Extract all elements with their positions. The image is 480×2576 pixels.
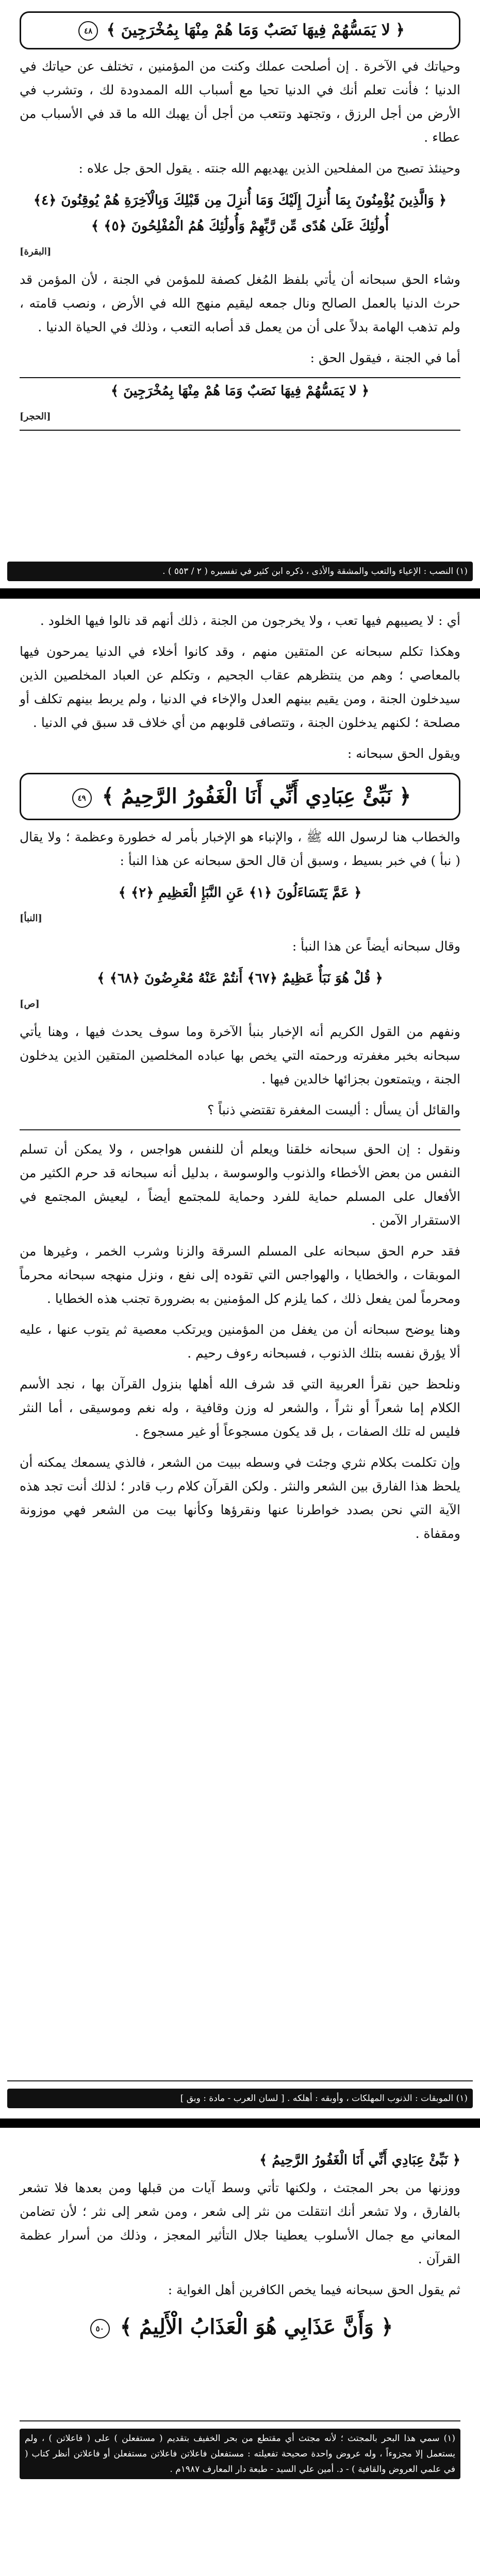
- page-3-quran-verse-line: ﴿ نَبِّئْ عِبَادِي أَنِّي أَنَا الْغَفُورُ الرَّحِيمُ ﴾: [259, 2153, 460, 2168]
- page-3-paragraph-1: ووزنها من بحر المجتث ، ولكنها تأتي وسط آيات من قبلها ومن بعدها فلا تشعر بالفارق ، ولا تشعر أنك انتقلت من نثر إلى شعر ، ومن شعر إلى نثر ؛ لأن تضامن المعاني مع جمال الأسلوب يعطينا جلال التأثير المعجز ، وذلك من أسرار عظمة القرآن .: [20, 2180, 460, 2266]
- surah-reference: [الحجر]: [20, 411, 51, 422]
- page-separator: [0, 2119, 480, 2128]
- page-1-paragraph-1: وحياتك في الآخرة . إن أصلحت عملك وكنت من المؤمنين ، تختلف عن حياتك في الدنيا ؛ فأنت تعلم أنك في الدنيا تحيا مع أسباب الله الممدودة لك ، وتشرب في الأرض من أجل الرزق ، وتجتهد وتتعب من أجل أن يهبك الله ما قد في الأسباب من عطاء .: [20, 59, 460, 145]
- footnote-rule: [20, 2420, 460, 2421]
- page-1: [0, 0, 480, 588]
- page-1-paragraph-4: أما في الجنة ، فيقول الحق :: [310, 350, 460, 365]
- page-2-paragraph-2: وهكذا تكلم سبحانه عن المتقين منهم ، وقد كانوا أخلاء في الدنيا يمرحون فيها بالمعاصي ؛ وهم من ينتظرهم عقاب الجحيم ، وتكلم عن العباد المخلصين الذين سيدخلون الجنة ، ومن يقيم بينهم العدل والإخاء في الدنيا ، ولم يربط بينهم تكلف أو مصلحة ؛ لكنهم يدخلون الجنة ، وتتصافى قلوبهم من أي خلاف قد سبق في الدنيا .: [20, 644, 460, 730]
- verse-text: ﴿ نَبِّئْ عِبَادِي أَنِّي أَنَا الْغَفُورُ الرَّحِيمُ ﴾: [102, 784, 411, 808]
- page-2-paragraph-6: ونفهم من القول الكريم أنه الإخبار بنبأ الآخرة وما سوف يحدث فيها ، وهنا يأتي سبحانه بخبر مغفرته ورحمته التي يخص بها عباده المخلصين المتقين الذين يدخلون الجنة ، ويتمتعون بجزائها خالدين فيها .: [20, 1024, 460, 1087]
- page-2-paragraph-8: ونقول : إن الحق سبحانه خلقنا ويعلم أن للنفس هواجس ، ولا يمكن أن تسلم النفس من بعض الأخطاء والذنوب والوسوسة ، بدليل أنه سبحانه قد حرم الكثير من الأفعال على المسلم حماية للفرد وحماية للمجتمع أيضاً ، ليعيش المجتمع في الاستقرار الآمن .: [20, 1142, 460, 1228]
- page-2: [0, 599, 480, 2119]
- page-3-quran-verse-calligraphy: [20, 2309, 460, 2345]
- page-2-paragraph-10: وهنا يوضح سبحانه أن من يغفل من المؤمنين ويرتكب معصية ثم يتوب عنها ، عليه ألا يؤرق نفسه بتلك الذنوب ، فسبحانه رءوف رحيم .: [20, 1322, 460, 1361]
- page-1-quran-verse-1: [20, 188, 460, 265]
- ayah-number-ornament-icon: ٤٩: [72, 788, 92, 808]
- page-1-paragraph-3: وشاء الحق سبحانه أن يأتي بلفظ المُغل كصفة للمؤمن في الجنة ، لأن المؤمن قد حرث الدنيا بالعمل الصالح ونال جمعه ليقيم منهج الله في الأرض ، ونصب قامته ، ولم تذهب الهامة بدلاً على أن من يعمل قد أصابه التعب ، وذلك في الحياة الدنيا .: [20, 272, 460, 334]
- page-1-paragraph-2: وحينئذ تصبح من المفلحين الذين يهديهم الله جنته . يقول الحق جل علاه :: [78, 161, 460, 176]
- page-2-paragraph-11: ونلحظ حين نقرأ العربية التي قد شرف الله أهلها بنزول القرآن بها ، نجد الأسم الكلام إما شعراً أو نثراً ، والشعر له وزن وقافية ، وله نغم وموسيقى ، أما النثر فليس له تلك الصفات ، بل قد يكون مسجوعاً أو غير مسجوع .: [20, 1377, 460, 1439]
- page-1-footnote-bar: [7, 562, 473, 581]
- surah-reference: [ص]: [20, 998, 40, 1009]
- header-verse-text: ﴿ لا يَمَسُّهُمْ فِيهَا نَصَبٌ وَمَا هُمْ مِنْهَا بِمُخْرَجِينَ ﴾: [106, 21, 405, 39]
- section-divider: [20, 1129, 460, 1130]
- verse-text: ﴿ عَمَّ يَتَسَاءَلُونَ ﴿١﴾ عَنِ النَّبَإِ الْعَظِيمِ ﴿٢﴾ ﴾: [118, 885, 362, 901]
- page-2-footnote: (١) الموبقات : الذنوب المهلكات ، وأوبقه : أهلكه . [ لسان العرب - مادة : وبق ]: [7, 2089, 473, 2108]
- page-1-header-verse: [20, 11, 460, 49]
- page-3-paragraph-2: ثم يقول الحق سبحانه فيما يخص الكافرين أهل الغواية :: [168, 2282, 460, 2297]
- page-2-quran-verse-frame: [20, 773, 460, 820]
- surah-reference: [البقرة]: [20, 246, 52, 257]
- verse-text: ﴿ قُلْ هُوَ نَبَأٌ عَظِيمٌ ﴿٦٧﴾ أَنتُمْ عَنْهُ مُعْرِضُونَ ﴿٦٨﴾ ﴾: [97, 971, 383, 986]
- page-2-footnote-bar: [7, 2073, 473, 2108]
- ayah-number-ornament-icon: ٥٠: [90, 2319, 110, 2338]
- footnote-rule: [7, 2080, 473, 2081]
- page-3-footnote: (١) سمي هذا البحر بالمجتث ؛ لأنه مجتث أي مقتطع من بحر الخفيف بتقديم ( مستفعلن ) على ( فاعلاتن ) ، ولم يستعمل إلا مجزوءاً ، وله عروض واحدة صحيحة تفعيلته : مستفعلن فاعلاتن فاعلاتن مستفعلن أو فاعلاتن أنظر كتاب ( في علمي العروض والقافية ) - د. أمين علي السيد - طبعة دار المعارف ١٩٨٧م .: [20, 2429, 460, 2479]
- verse-text: ﴿ لا يَمَسُّهُمْ فِيهَا نَصَبٌ وَمَا هُمْ مِنْهَا بِمُخْرَجِينَ ﴾: [110, 383, 370, 399]
- page-2-paragraph-4: والخطاب هنا لرسول الله ﷺ ، والإنباء هو الإخبار بأمر له خطورة وعظمة ؛ ولا يقال ( نبأ ) في خبر بسيط ، وسبق أن قال الحق سبحانه عن هذا النبأ :: [20, 829, 460, 868]
- page-2-quran-verse-3: [20, 965, 460, 1017]
- page-separator: [0, 588, 480, 599]
- page-1-quran-verse-2: [20, 377, 460, 431]
- ayah-number-ornament-icon: ٤٨: [78, 21, 98, 41]
- page-2-paragraph-3: ويقول الحق سبحانه :: [347, 746, 460, 761]
- page-2-paragraph-5: وقال سبحانه أيضاً عن هذا النبأ :: [292, 939, 460, 954]
- surah-reference: [النبأ]: [20, 913, 42, 924]
- page-1-footnote: (١) النصب : الإعياء والتعب والمشقة والأذى ، ذكره ابن كثير في تفسيره ( ٢ / ٥٥٣ ) .: [7, 562, 473, 581]
- page-2-paragraph-12: وإن تكلمت بكلام نثري وجئت في وسطه ببيت من الشعر ، فالذي يسمعك يمكنه أن يلحظ هذا الفارق بين الشعر والنثر . ولكن القرآن كلام رب قادر ؛ لذلك أنت تجد هذه الآية التي نحن بصدد خواطرنا عنها ونقرؤها وكأنها بيت من الشعر فهي موزونة ومقفاة .: [20, 1455, 460, 1541]
- verse-text: ﴿ وَأَنَّ عَذَابِي هُوَ الْعَذَابُ الْأَلِيمُ ﴾: [120, 2315, 393, 2339]
- verse-text: ﴿ وَالَّذِينَ يُؤْمِنُونَ بِمَا أُنزِلَ إِلَيْكَ وَمَا أُنزِلَ مِن قَبْلِكَ وَبِالْآخِرَةِ هُمْ يُوقِنُونَ ﴿٤﴾ أُولَٰئِكَ عَلَىٰ هُدًى مِّن رَّبِّهِمْ وَأُولَٰئِكَ هُمُ الْمُفْلِحُونَ ﴿٥﴾ ﴾: [33, 193, 447, 234]
- page-2-paragraph-9: فقد حرم الحق سبحانه على المسلم السرقة والزنا وشرب الخمر ، وغيرها من الموبقات ، والخطايا ، والهواجس التي تقوده إلى نفع ، ونزل منهجه سبحانه محرماً ومحرماً لمن يفعل ذلك ، كما يلزم كل المؤمنين به بضرورة تجنب هذه الخطايا .: [20, 1244, 460, 1306]
- page-2-paragraph-7: والقائل أن يسأل : أليست المغفرة تقتضي ذنباً ؟: [207, 1103, 460, 1117]
- page-2-paragraph-1: أي : لا يصيبهم فيها تعب ، ولا يخرجون من الجنة ، ذلك أنهم قد نالوا فيها الخلود .: [40, 613, 460, 628]
- page-2-quran-verse-2: [20, 880, 460, 931]
- page-3: [0, 2128, 480, 2576]
